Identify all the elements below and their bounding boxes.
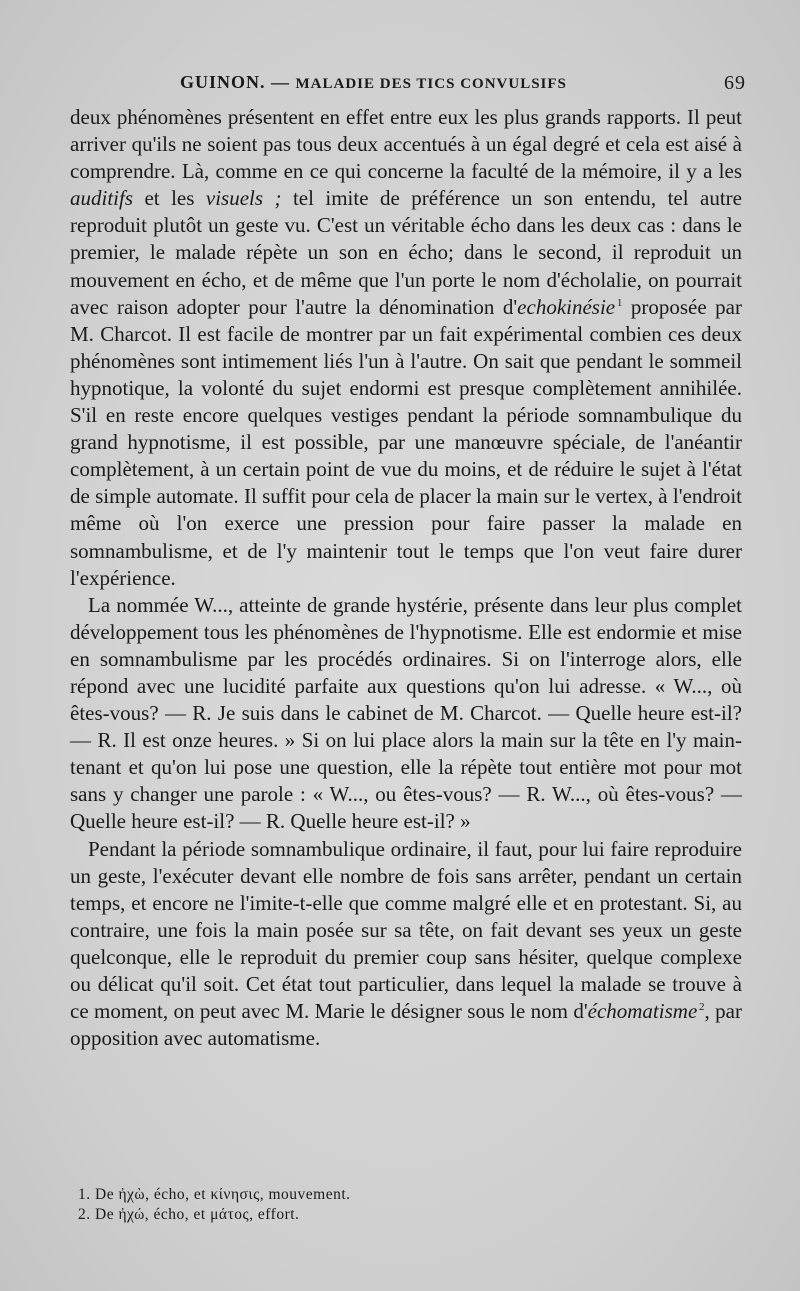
italic-term-echomatisme: échomatisme xyxy=(587,999,698,1024)
paragraph-3 xyxy=(70,836,742,1053)
text-run: Pendant la période somnambulique ordinaire, il faut, pour lui faire reproduire un geste, l'exécuter devant elle nombre de fois sans arrêter, pendant un certain temps, et encore ne l'imite-t-elle que comme malgré elle et en protestant. Si, au contraire, une fois la main posée sur sa tête, on fait devant ses yeux un geste quelconque, elle le reproduit du premier coup sans hésiter, quelque complexe ou délicat qu'il soit. Cet état tout particulier, dans lequel la malade se trouve à ce moment, on peut avec M. Marie le désigner sous le nom d' xyxy=(70,836,742,1024)
italic-term-visuels: visuels ; xyxy=(205,186,282,211)
header-separator: . — xyxy=(260,72,296,92)
page-number: 69 xyxy=(724,72,746,94)
paragraph-1 xyxy=(70,104,742,592)
footnote-ref-2: 2 xyxy=(699,1001,705,1014)
running-title xyxy=(180,72,567,93)
italic-term-auditifs: auditifs xyxy=(70,186,134,211)
text-run: deux phénomènes présentent en effet entre eux les plus grands rapports. Il peut arriver qu'ils ne soient pas tous deux accentués à un égal degré et cela est aisé à comprendre. Là, comme en ce qui concerne la faculté de la mémoire, il y a les xyxy=(70,105,742,184)
text-run: proposée par M. Charcot. Il est facile de montrer par un fait expérimental combien ces deux phénomènes sont intimement liés l'un à l'autre. On sait que pendant le sommeil hypnotique, la volonté du sujet endormi est presque complètement annihilée. S'il en reste encore quelques vestiges pendant la période somnambulique du grand hypnotisme, il est possible, par une manœuvre spéciale, de l'anéantir complètement, à un certain point de vue du moins, et de réduire le sujet à l'état de simple automate. Il suffit pour cela de placer la main sur le vertex, à l'endroit même où l'on exerce une pression pour faire passer la malade en somnambulisme, et de l'y maintenir tout le temps que l'on veut faire durer l'expérience. xyxy=(70,294,742,590)
footnote-ref-1: 1 xyxy=(616,296,623,309)
paragraph-2: La nommée W..., atteinte de grande hystérie, présente dans leur plus complet développement tous les phénomènes de l'hypnotisme. Elle est endormie et mise en somnambulisme par les procédés ordinaires. Si on l'interroge alors, elle répond avec une lucidité parfaite aux questions qu'on lui adresse. « W..., où êtes-vous? — R. Je suis dans le cabinet de M. Charcot. — Quelle heure est-il? — R. Il est onze heures. » Si on lui place alors la main sur la tête en l'y maintenant et qu'on lui pose une question, elle la répète tout entière mot pour mot sans y changer une parole : « W..., ou êtes-vous? — R. W..., où êtes-vous? — Quelle heure est-il? — R. Quelle heure est-il? » xyxy=(70,592,742,834)
running-header xyxy=(180,72,748,98)
header-title: MALADIE DES TICS CONVULSIFS xyxy=(295,76,567,92)
text-run: tel imite de préférence un son entendu, tel autre reproduit plutôt un geste vu. C'est un véritable écho dans les deux cas : dans le premier, le malade répète un son en écho; dans le second, il reproduit un mouvement en écho, et de même que l'un porte le nom d'écholalie, on pourrait avec raison adopter pour l'autre la dénomination d' xyxy=(70,186,742,319)
footnotes xyxy=(78,1185,738,1225)
text-run: et les xyxy=(133,186,206,211)
italic-term-echokinesie: echokinésie xyxy=(517,294,616,319)
body-text xyxy=(70,104,742,1052)
text-run: , par opposition avec automatisme. xyxy=(70,999,742,1051)
footnote-2: 2. De ἠχώ, écho, et μάτος, effort. xyxy=(78,1206,300,1223)
header-author: GUINON xyxy=(180,72,261,92)
footnote-1: 1. De ἠχὼ, écho, et κίνησις, mouvement. xyxy=(78,1186,351,1203)
